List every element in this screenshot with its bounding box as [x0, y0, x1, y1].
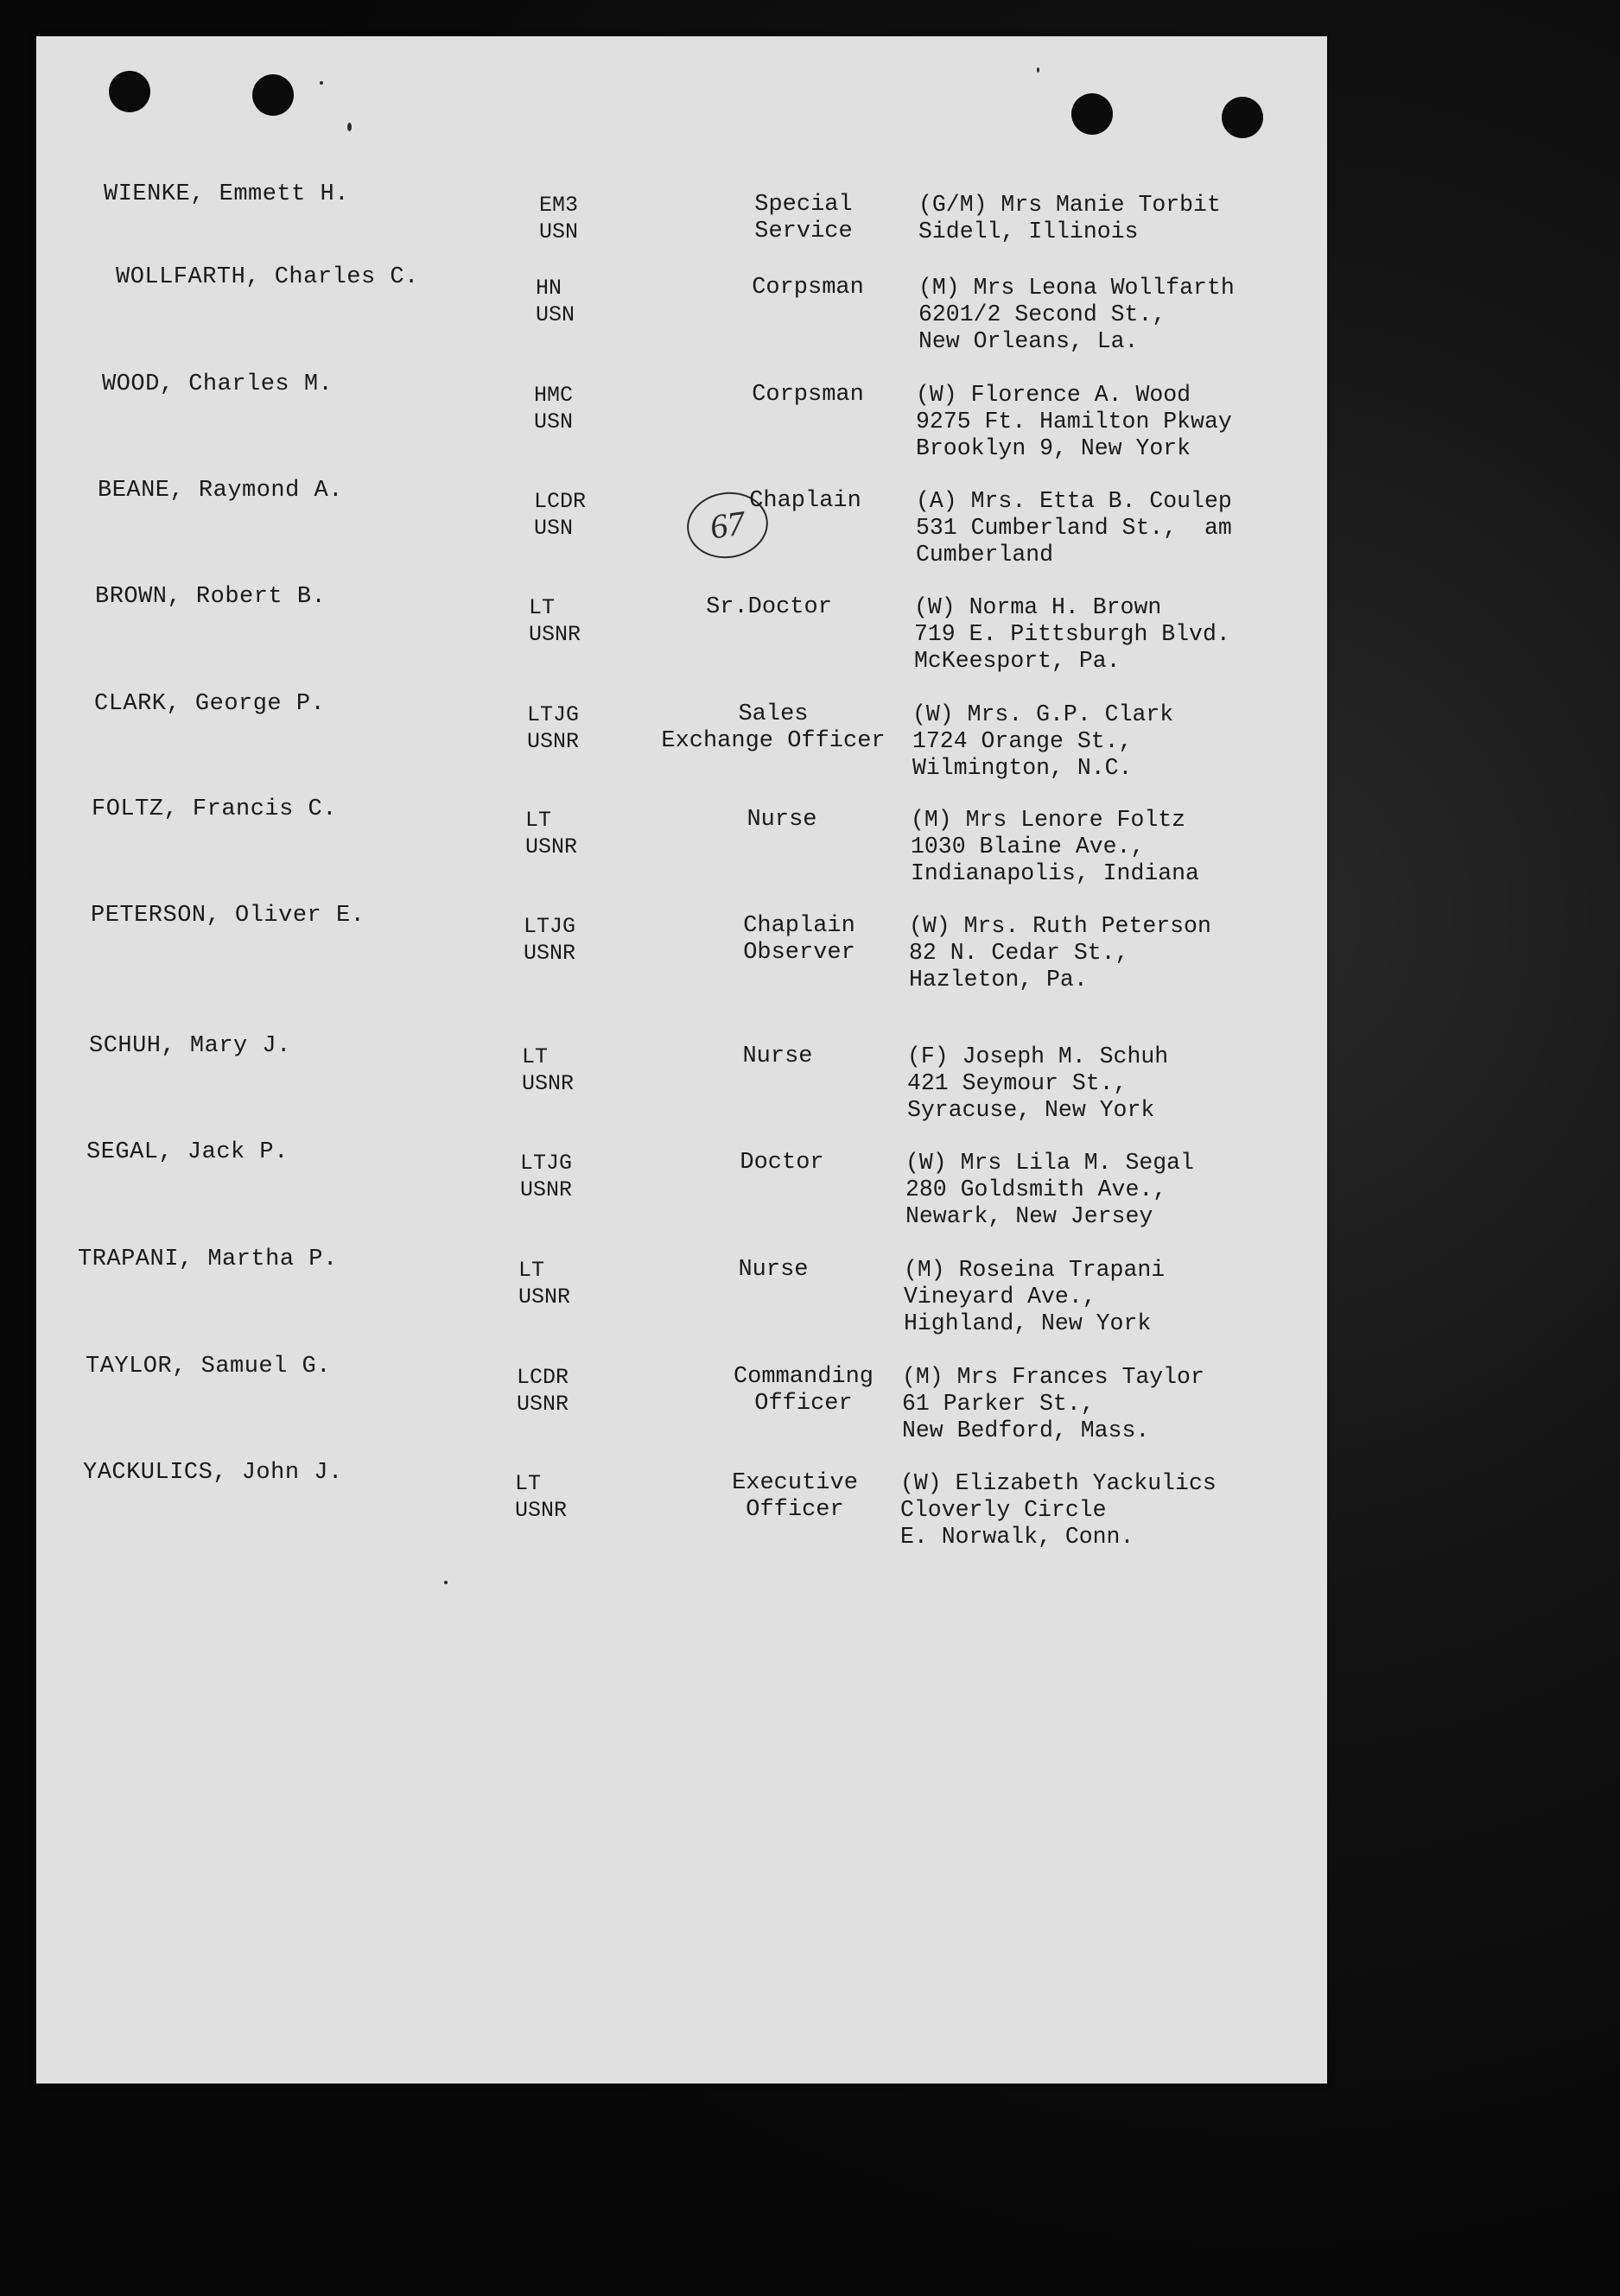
entry-next-of-kin: (M) Roseina Trapani Vineyard Ave., Highland, New York	[904, 1257, 1166, 1336]
entry-next-of-kin: (A) Mrs. Etta B. Coulep 531 Cumberland St., am Cumberland	[916, 488, 1232, 568]
entry-duty: Sr.Doctor	[706, 594, 832, 620]
entry-name: SEGAL, Jack P.	[86, 1139, 289, 1165]
entry-name: FOLTZ, Francis C.	[92, 796, 337, 822]
entry-next-of-kin: (W) Mrs Lila M. Segal 280 Goldsmith Ave., Newark, New Jersey	[905, 1150, 1194, 1229]
entry-next-of-kin: (F) Joseph M. Schuh 421 Seymour St., Syracuse, New York	[907, 1043, 1169, 1123]
entry-next-of-kin: (W) Mrs. Ruth Peterson 82 N. Cedar St., Hazleton, Pa.	[909, 913, 1211, 993]
entry-name: TRAPANI, Martha P.	[78, 1246, 338, 1272]
entry-duty: Corpsman	[752, 275, 864, 301]
entry-name: WOLLFARTH, Charles C.	[116, 264, 419, 290]
entry-name: TAYLOR, Samuel G.	[86, 1354, 331, 1380]
entry-rank: HN USN	[536, 276, 575, 327]
entry-name: BEANE, Raymond A.	[98, 478, 343, 504]
entry-name: BROWN, Robert B.	[95, 584, 327, 610]
personnel-roster	[36, 36, 1327, 2084]
entry-rank: EM3 USN	[539, 193, 579, 244]
entry-duty: Doctor	[740, 1150, 824, 1176]
entry-duty: Executive Officer	[732, 1470, 858, 1523]
entry-rank: LTJG USNR	[520, 1151, 573, 1202]
entry-next-of-kin: (M) Mrs Frances Taylor 61 Parker St., New Bedford, Mass.	[902, 1364, 1204, 1443]
entry-rank: LT USNR	[518, 1258, 571, 1310]
entry-name: WOOD, Charles M.	[102, 371, 334, 397]
entry-duty: Nurse	[742, 1043, 813, 1069]
entry-next-of-kin: (W) Norma H. Brown 719 E. Pittsburgh Blvd. McKeesport, Pa.	[914, 594, 1230, 674]
entry-duty: Chaplain Observer	[743, 913, 855, 966]
entry-name: SCHUH, Mary J.	[89, 1033, 291, 1059]
entry-duty: Sales Exchange Officer	[661, 701, 886, 754]
entry-name: YACKULICS, John J.	[83, 1460, 343, 1486]
entry-rank: LT USNR	[529, 595, 581, 647]
entry-rank: HMC USN	[534, 383, 574, 434]
entry-rank: LTJG USNR	[527, 702, 580, 754]
entry-next-of-kin: (G/M) Mrs Manie Torbit Sidell, Illinois	[918, 192, 1221, 244]
entry-duty: Chaplain	[749, 488, 861, 514]
entry-name: CLARK, George P.	[94, 691, 326, 717]
entry-duty: Nurse	[738, 1257, 809, 1283]
entry-next-of-kin: (W) Mrs. G.P. Clark 1724 Orange St., Wilmington, N.C.	[912, 701, 1174, 781]
entry-duty: Corpsman	[752, 382, 864, 408]
entry-next-of-kin: (W) Elizabeth Yackulics Cloverly Circle E. Norwalk, Conn.	[900, 1470, 1217, 1550]
entry-name: WIENKE, Emmett H.	[104, 181, 349, 207]
entry-next-of-kin: (M) Mrs Lenore Foltz 1030 Blaine Ave., Indianapolis, Indiana	[911, 807, 1199, 886]
entry-rank: LT USNR	[522, 1044, 575, 1096]
entry-next-of-kin: (M) Mrs Leona Wollfarth 6201/2 Second St., New Orleans, La.	[918, 275, 1235, 354]
page-number-circle: 67	[683, 487, 772, 563]
entry-rank: LT USNR	[525, 808, 578, 859]
entry-duty: Special Service	[754, 192, 853, 244]
entry-rank: LCDR USN	[534, 489, 587, 541]
entry-rank: LT USNR	[515, 1471, 568, 1523]
document-page	[36, 36, 1327, 2084]
entry-duty: Nurse	[746, 807, 817, 833]
entry-rank: LTJG USNR	[524, 914, 576, 966]
entry-name: PETERSON, Oliver E.	[91, 903, 365, 929]
entry-duty: Commanding Officer	[733, 1364, 874, 1417]
entry-next-of-kin: (W) Florence A. Wood 9275 Ft. Hamilton Pkway Brooklyn 9, New York	[916, 382, 1232, 461]
entry-rank: LCDR USNR	[517, 1365, 569, 1417]
